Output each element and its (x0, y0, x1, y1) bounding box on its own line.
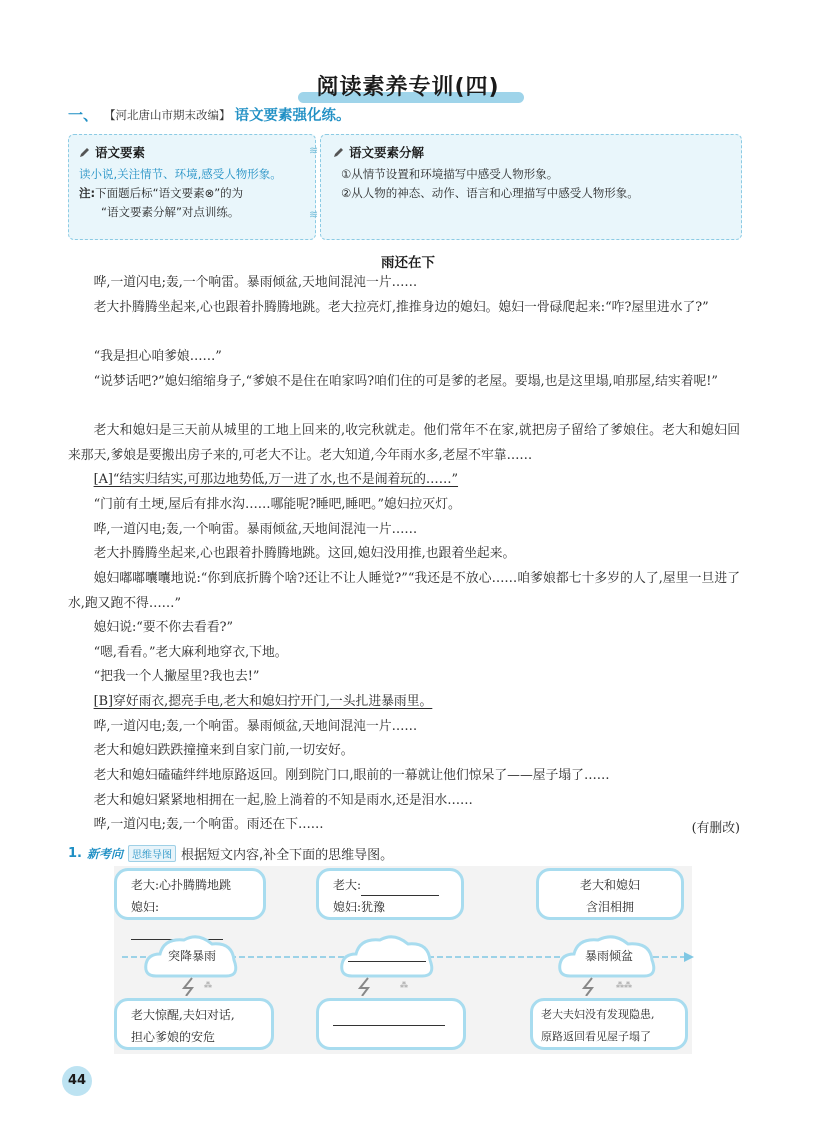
story-paragraph: 老大和媳妇是三天前从城里的工地上回来的,收完秋就走。他们常年不在家,就把房子留给了爹娘住。老大和媳妇回来那天,爹娘是要搬出房子来的,可老大不让。老大知道,今年雨水多,老屋不牢靠…… (68, 423, 740, 463)
new-direction-tag: 新考向 (86, 847, 123, 861)
story-paragraph: “嗯,看看。”老大麻利地穿衣,下地。 (93, 645, 288, 660)
breakdown-item: ①从情节设置和环境描写中感受人物形象。 (341, 167, 559, 181)
story-paragraph: “我是担心咱爹娘……” (93, 349, 222, 364)
story-paragraph: 媳妇嘟嘟囔囔地说:“你到底折腾个啥?还让不让人睡觉?”“我还是不放心……咱爹娘都七十多岁的人了,屋里一旦进了水,跑又跑不得……” (68, 571, 740, 611)
literacy-note: 注:下面题后标“语文要素⊗”的为 (79, 186, 244, 200)
story-paragraph: “说梦话吧?”媳妇缩缩身子,“爹娘不是住在咱家吗?咱们住的可是爹的老屋。要塌,也是这里塌,咱那屋,结实着呢!” (93, 374, 718, 389)
literacy-breakdown-box (320, 134, 742, 240)
mindmap-card-bottom-2 (316, 998, 466, 1050)
story-paragraph: “门前有土埂,屋后有排水沟……哪能呢?睡吧,睡吧。”媳妇拉灭灯。 (93, 497, 461, 512)
box-connector-bottom: ≋ (309, 208, 319, 221)
mindmap-card-bottom-1: 老大惊醒,夫妇对话, 担心爹娘的安危 (114, 998, 274, 1050)
story-paragraph: 哗,一道闪电;轰,一个响雷。雨还在下…… (93, 817, 324, 832)
story-paragraph-b: [B]穿好雨衣,摁亮手电,老大和媳妇拧开门,一头扎进暴雨里。 (93, 694, 433, 709)
story-paragraph: 哗,一道闪电;轰,一个响雷。暴雨倾盆,天地间混沌一片…… (93, 275, 418, 290)
literacy-element-text: 读小说,关注情节、环境,感受人物形象。 (79, 167, 282, 181)
story-paragraph: 哗,一道闪电;轰,一个响雷。暴雨倾盆,天地间混沌一片…… (93, 522, 418, 537)
box-connector-top: ≋ (309, 144, 319, 157)
mindmap-card-top-3: 老大和媳妇 含泪相拥 (536, 868, 684, 920)
pencil-icon (333, 146, 345, 158)
answer-blank[interactable] (348, 945, 426, 962)
mindmap-card-bottom-3: 老大夫妇没有发现隐患, 原路返回看见屋子塌了 (530, 998, 688, 1050)
answer-blank[interactable] (361, 879, 439, 896)
svg-text:⁂: ⁂ (400, 981, 408, 990)
question-text: 根据短文内容,补全下面的思维导图。 (181, 848, 394, 863)
section-heading (68, 104, 351, 125)
cloud-label-1: 突降暴雨 (167, 949, 216, 963)
story-paragraph-a: [A]“结实归结实,可那边地势低,万一进了水,也不是闹着玩的……” (93, 472, 459, 487)
mindmap-card-top-2: 老大: 媳妇:犹豫 (316, 868, 464, 920)
literacy-note-line2: “语文要素分解”对点训练。 (101, 205, 240, 219)
breakdown-item: ②从人物的神态、动作、语言和心理描写中感受人物形象。 (341, 186, 639, 200)
cloud-label-3: 暴雨倾盆 (584, 949, 633, 963)
story-paragraph: 老大和媳妇磕磕绊绊地原路返回。刚到院门口,眼前的一幕就让他们惊呆了——屋子塌了…… (93, 768, 610, 783)
pencil-icon (79, 146, 91, 158)
literacy-element-heading: 语文要素 (79, 143, 307, 161)
mindmap-card-top-1: 老大:心扑腾腾地跳 媳妇: (114, 868, 266, 920)
story-paragraph: “把我一个人撇屋里?我也去!” (93, 669, 260, 684)
question-number: 1. (68, 846, 82, 861)
literacy-breakdown-heading: 语文要素分解 (333, 143, 733, 161)
story-paragraph: 老大扑腾腾坐起来,心也跟着扑腾腾地跳。这回,媳妇没用推,也跟着坐起来。 (93, 546, 516, 561)
story-paragraph: 老大扑腾腾坐起来,心也跟着扑腾腾地跳。老大拉亮灯,推推身边的媳妇。媳妇一骨碌爬起来:“咋?屋里进水了?” (93, 300, 709, 315)
story-paragraph: 老大和媳妇紧紧地相拥在一起,脸上淌着的不知是雨水,还是泪水…… (93, 793, 473, 808)
story-title: 雨还在下 (381, 255, 435, 271)
page-number: 44 (62, 1066, 92, 1096)
mindmap-tag: 思维导图 (128, 845, 176, 862)
answer-blank[interactable] (333, 1009, 445, 1026)
title-area (0, 70, 816, 101)
svg-text:⁂: ⁂ (204, 981, 212, 990)
story-paragraph: 老大和媳妇跌跌撞撞来到自家门前,一切安好。 (93, 743, 354, 758)
section-text: 语文要素强化练。 (234, 108, 351, 124)
storm-cloud-icon (338, 930, 438, 996)
page-title: 阅读素养专训(四) (306, 70, 509, 101)
svg-text:⁂⁂: ⁂⁂ (616, 981, 632, 990)
section-source: 【河北唐山市期末改编】 (104, 107, 231, 122)
literacy-element-box (68, 134, 319, 240)
story-paragraph: 媳妇说:“要不你去看看?” (93, 620, 234, 635)
abridged-note: (有删改) (691, 821, 740, 836)
question-1 (68, 844, 393, 863)
section-number: 一、 (68, 106, 99, 124)
story-paragraph: 哗,一道闪电;轰,一个响雷。暴雨倾盆,天地间混沌一片…… (93, 719, 418, 734)
